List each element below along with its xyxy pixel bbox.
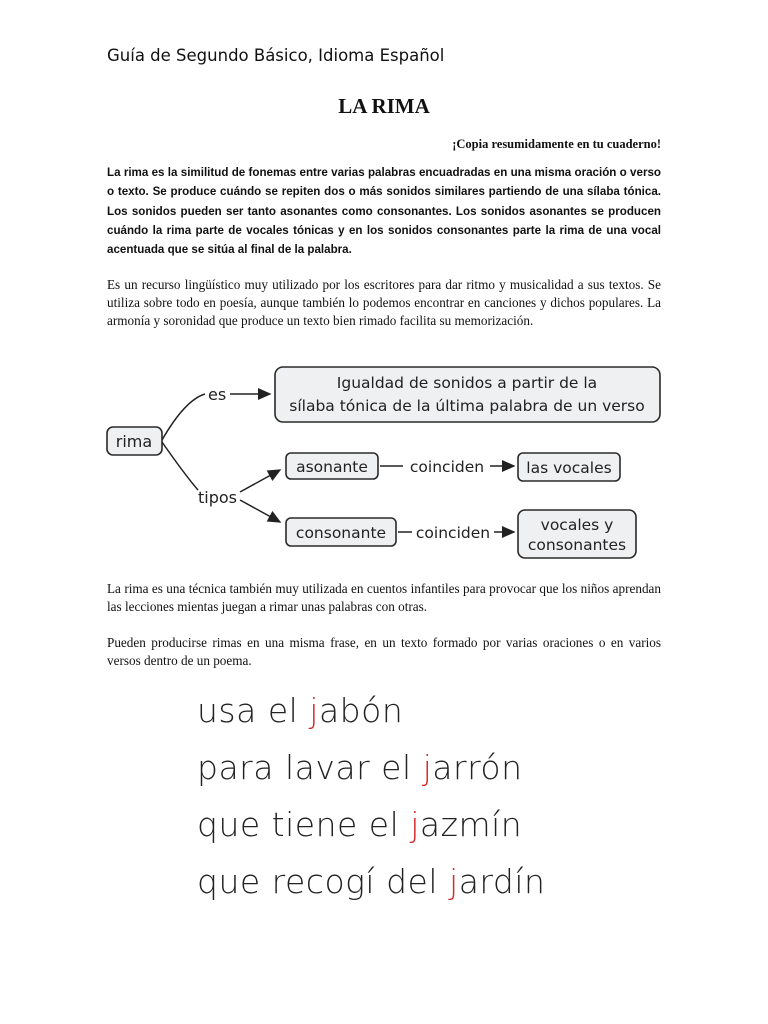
rima-label: rima bbox=[115, 432, 153, 451]
coinciden-asonante: coinciden bbox=[409, 458, 485, 476]
result-consonante-line1: vocales y bbox=[540, 516, 614, 534]
arrow-to-asonante bbox=[240, 470, 280, 492]
highlight-letter: j bbox=[410, 805, 420, 844]
coinciden-consonante: coinciden bbox=[415, 524, 491, 542]
asonante-label: asonante bbox=[296, 458, 368, 476]
highlight-letter: j bbox=[309, 691, 319, 730]
poem-line-3: que tiene el jazmín bbox=[197, 805, 523, 844]
poem-line-2: para lavar el jarrón bbox=[197, 748, 523, 787]
es-label: es bbox=[208, 385, 227, 404]
highlight-letter: j bbox=[422, 748, 433, 787]
rhyme-poem bbox=[197, 682, 545, 910]
page-title: LA RIMA bbox=[338, 94, 430, 118]
instruction-note: ¡Copia resumidamente en tu cuaderno! bbox=[452, 137, 661, 151]
arrow-to-consonante bbox=[240, 500, 280, 522]
paragraph-definition: La rima es la similitud de fonemas entre varias palabras encuadradas en una misma oración o verso o texto. Se produce cuándo se repiten dos o más sonidos similares partiendo de una sílaba tónica. Los sonidos pueden ser tanto asonantes como consonantes. Los sonidos asonantes se producen cuándo la rima parte de vocales tónicas y en los sonidos consonantes parte la rima de una vocal acentuada que se sitúa al final de la palabra. bbox=[107, 166, 661, 257]
paragraph-rhyme-places: Pueden producirse rimas en una misma frase, en un texto formado por varias oraciones o en varios versos dentro de un poema. bbox=[107, 635, 661, 668]
paragraph-usage: Es un recurso lingüístico muy utilizado por los escritores para dar ritmo y musicalidad a sus textos. Se utiliza sobre todo en poesía, aunque también lo podemos encontrar en canciones y dichos populares. La armonía y soronidad que produce un texto bien rimado facilita su memorización. bbox=[107, 277, 661, 328]
result-asonante-label: las vocales bbox=[526, 459, 612, 477]
paragraph-children-stories: La rima es una técnica también muy utilizada en cuentos infantiles para provocar que los niños aprendan las lecciones mientas juegan a rimar unas palabras con otras. bbox=[107, 581, 661, 614]
definition-line1: Igualdad de sonidos a partir de la bbox=[336, 374, 598, 392]
consonante-label: consonante bbox=[295, 524, 387, 542]
definition-line2: sílaba tónica de la última palabra de un verso bbox=[289, 397, 645, 415]
poem-line-4: que recogí del jardín bbox=[197, 862, 546, 901]
document-header: Guía de Segundo Básico, Idioma Español bbox=[107, 46, 445, 65]
branch-tipos bbox=[162, 442, 198, 490]
result-consonante-line2: consonantes bbox=[527, 536, 627, 554]
concept-map bbox=[100, 360, 670, 565]
branch-es bbox=[162, 394, 205, 440]
tipos-label: tipos bbox=[198, 488, 237, 507]
highlight-letter: j bbox=[449, 862, 459, 901]
poem-line-1: usa el jabón bbox=[197, 691, 404, 730]
